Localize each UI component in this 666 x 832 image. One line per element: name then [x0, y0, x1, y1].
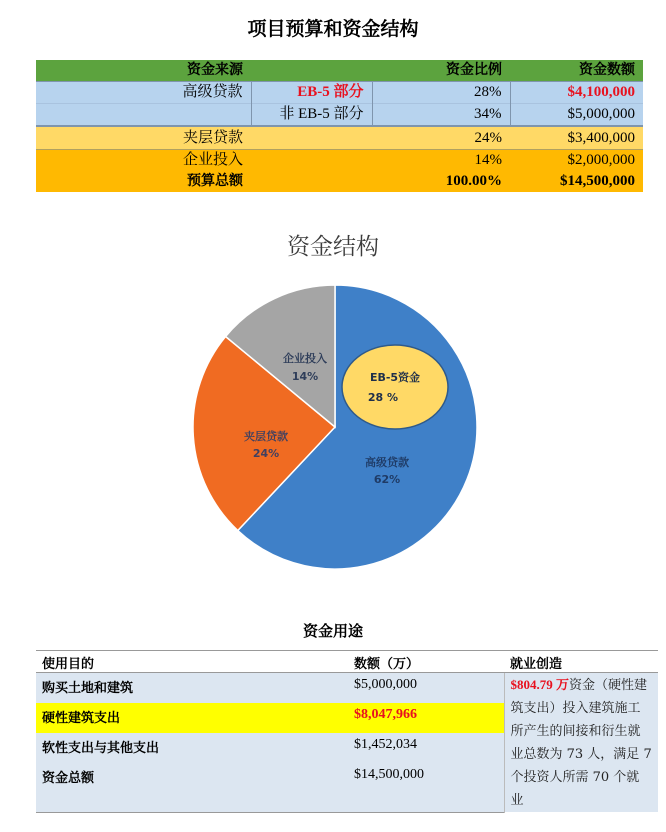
jobs-highlight: $804.79 万: [510, 677, 570, 692]
source-cell: 高级贷款: [36, 82, 251, 104]
sub-cell: 非 EB-5 部分: [251, 104, 372, 127]
usage-table: [36, 650, 658, 813]
slice-label-senior-value: 62%: [373, 473, 401, 486]
purpose-cell: 软性支出与其他支出: [36, 733, 348, 763]
callout-label-value: 28 %: [367, 391, 399, 404]
sub-cell: [251, 171, 372, 192]
header-source: 资金来源: [36, 60, 251, 82]
budget-header-row: [36, 60, 643, 82]
header-sub: [251, 60, 372, 82]
header-jobs: 就业创造: [504, 651, 658, 673]
header-purpose: 使用目的: [36, 651, 348, 673]
source-cell: 预算总额: [36, 171, 251, 192]
amount-cell: $14,500,000: [510, 171, 643, 192]
slice-label-mezz-value: 24%: [252, 447, 280, 460]
amount-cell: $14,500,000: [348, 763, 504, 812]
budget-row-senior-non-eb5: [36, 104, 643, 127]
sub-cell: EB-5 部分: [251, 82, 372, 104]
source-cell: 夹层贷款: [36, 126, 251, 150]
chart-title: 资金结构: [287, 234, 379, 260]
usage-title: 资金用途: [302, 622, 363, 640]
purpose-cell: 资金总额: [36, 763, 348, 812]
budget-row-senior-eb5: [36, 82, 643, 104]
sub-cell: [251, 126, 372, 150]
source-cell: 企业投入: [36, 150, 251, 172]
purpose-cell: 购买土地和建筑: [36, 673, 348, 704]
callout-ellipse: [342, 345, 448, 429]
slice-label-corp-name: 企业投入: [283, 352, 327, 365]
slice-label-corp-value: 14%: [291, 370, 319, 383]
purpose-cell: 硬性建筑支出: [36, 703, 348, 733]
slice-label-senior-name: 高级贷款: [365, 456, 409, 469]
source-cell: [36, 104, 251, 127]
slice-label-mezz-name: 夹层贷款: [244, 430, 288, 443]
header-ratio: 资金比例: [372, 60, 510, 82]
page-title: 项目预算和资金结构: [247, 18, 419, 40]
budget-table: [36, 60, 643, 192]
pie-chart: [0, 270, 666, 590]
budget-row-corporate: [36, 150, 643, 172]
ratio-cell: 28%: [372, 82, 510, 104]
amount-cell: $4,100,000: [510, 82, 643, 104]
amount-cell: $5,000,000: [348, 673, 504, 704]
sub-cell: [251, 150, 372, 172]
usage-header-row: [36, 651, 658, 673]
amount-cell: $2,000,000: [510, 150, 643, 172]
jobs-cell: [504, 673, 658, 813]
header-amount: 数额（万）: [348, 651, 504, 673]
amount-cell: $5,000,000: [510, 104, 643, 127]
ratio-cell: 14%: [372, 150, 510, 172]
ratio-cell: 24%: [372, 126, 510, 150]
header-amount: 资金数额: [510, 60, 643, 82]
ratio-cell: 100.00%: [372, 171, 510, 192]
amount-cell: $3,400,000: [510, 126, 643, 150]
usage-row-land: [36, 673, 658, 704]
amount-cell: $8,047,966: [348, 703, 504, 733]
amount-cell: $1,452,034: [348, 733, 504, 763]
jobs-text: 资金（硬性建筑支出）投入建筑施工所产生的间接和衍生就业总数为 73 人，满足 7 个投资人所需 70 个就业: [510, 678, 652, 808]
callout-label-name: EB-5资金: [369, 371, 421, 384]
budget-row-total: [36, 171, 643, 192]
budget-row-mezzanine: [36, 126, 643, 150]
ratio-cell: 34%: [372, 104, 510, 127]
